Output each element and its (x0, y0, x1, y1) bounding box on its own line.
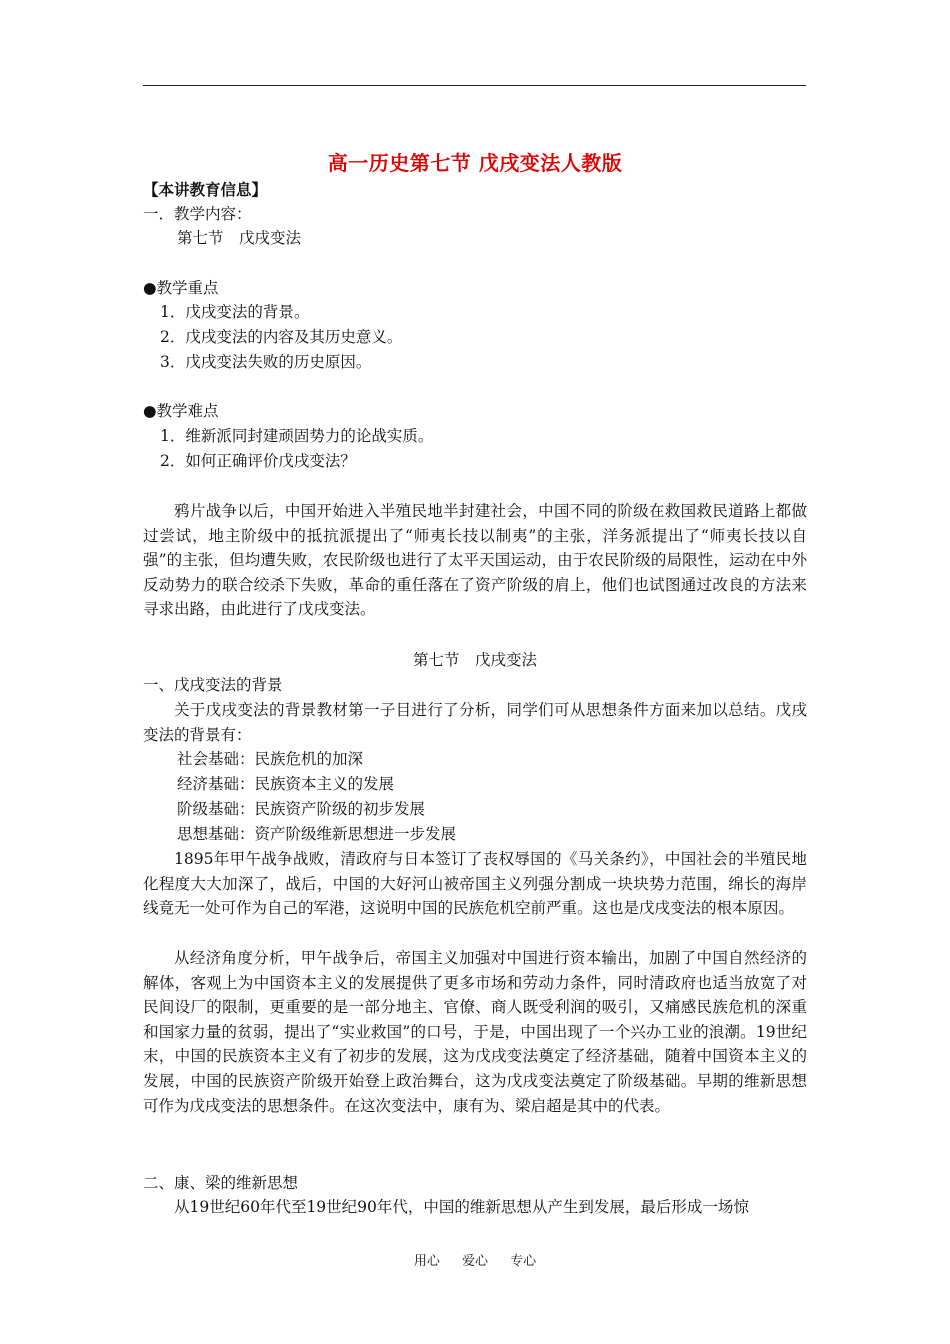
difficult-point-item: 2．如何正确评价戊戌变法？ (160, 452, 356, 470)
info-header: 【本讲教育信息】 (143, 180, 268, 199)
basis-item: 思想基础：资产阶级维新思想进一步发展 (177, 825, 457, 843)
footer-text: 用心 (413, 1254, 440, 1269)
part2-heading: 二、康、梁的维新思想 (143, 1174, 299, 1192)
difficult-point-item: 1．维新派同封建顽固势力的论战实质。 (160, 427, 434, 445)
part2-paragraph-1: 从19世纪60年代至19世纪90年代，中国的维新思想从产生到发展，最后形成一场惊 (174, 1198, 749, 1216)
page-title: 高一历史第七节 戊戌变法人教版 (327, 151, 623, 175)
section-title: 第七节 戊戌变法 (412, 651, 537, 669)
page-footer (0, 1250, 950, 1269)
part1-heading: 一、戊戌变法的背景 (143, 676, 283, 694)
header-rule (143, 85, 806, 86)
footer-text: 爱心 (461, 1254, 488, 1269)
teaching-content-label: 一．教学内容： (143, 205, 252, 223)
basis-item: 社会基础：民族危机的加深 (177, 750, 364, 768)
part1-paragraph-2: 从经济角度分析，甲午战争后，帝国主义加强对中国进行资本输出，加剧了中国自然经济的解体，客观上为中国资本主义的发展提供了更多市场和劳动力条件，同时清政府也适当放宽了对民间设厂的限制，更重要的是一部分地主、官僚、商人既受利润的吸引，又痛感民族危机的深重和国家力量的贫弱，提出了“实业救国”的口号，于是，中国出现了一个兴办工业的浪潮。19世纪末，中国的民族资本主义有了初步的发展，这为戊戌变法奠定了经济基础，随着中国资本主义的发展，中国的民族资产阶级开始登上政治舞台，这为戊戌变法奠定了阶级基础。早期的维新思想可作为戊戌变法的思想条件。在这次变法中，康有为、梁启超是其中的代表。 (143, 949, 807, 1115)
key-point-item: 3．戊戌变法失败的历史原因。 (160, 353, 372, 371)
key-points-heading: ●教学重点 (143, 279, 219, 297)
part1-intro: 关于戊戌变法的背景教材第一子目进行了分析，同学们可从思想条件方面来加以总结。戊戌变法的背景有： (143, 701, 807, 744)
difficult-points-heading: ●教学难点 (143, 402, 219, 420)
teaching-content: 第七节 戊戌变法 (177, 229, 302, 247)
key-point-item: 1．戊戌变法的背景。 (160, 303, 310, 321)
key-point-item: 2．戊戌变法的内容及其历史意义。 (160, 328, 403, 346)
basis-item: 阶级基础：民族资产阶级的初步发展 (177, 800, 426, 818)
footer-text: 专心 (510, 1254, 537, 1269)
part1-paragraph-1: 1895年甲午战争战败，清政府与日本签订了丧权辱国的《马关条约》，中国社会的半殖民地化程度大大加深了，战后，中国的大好河山被帝国主义列强分割成一块块势力范围，绵长的海岸线竟无一处可作为自己的军港，这说明中国的民族危机空前严重。这也是戊戌变法的根本原因。 (143, 850, 807, 918)
basis-item: 经济基础：民族资本主义的发展 (177, 775, 395, 793)
intro-paragraph: 鸦片战争以后，中国开始进入半殖民地半封建社会，中国不同的阶级在救国救民道路上都做过尝试，地主阶级中的抵抗派提出了“师夷长技以制夷”的主张，洋务派提出了“师夷长技以自强”的主张，但均遭失败，农民阶级也进行了太平天国运动，由于农民阶级的局限性，运动在中外反动势力的联合绞杀下失败，革命的重任落在了资产阶级的肩上，他们也试图通过改良的方法来寻求出路，由此进行了戊戌变法。 (143, 502, 807, 619)
